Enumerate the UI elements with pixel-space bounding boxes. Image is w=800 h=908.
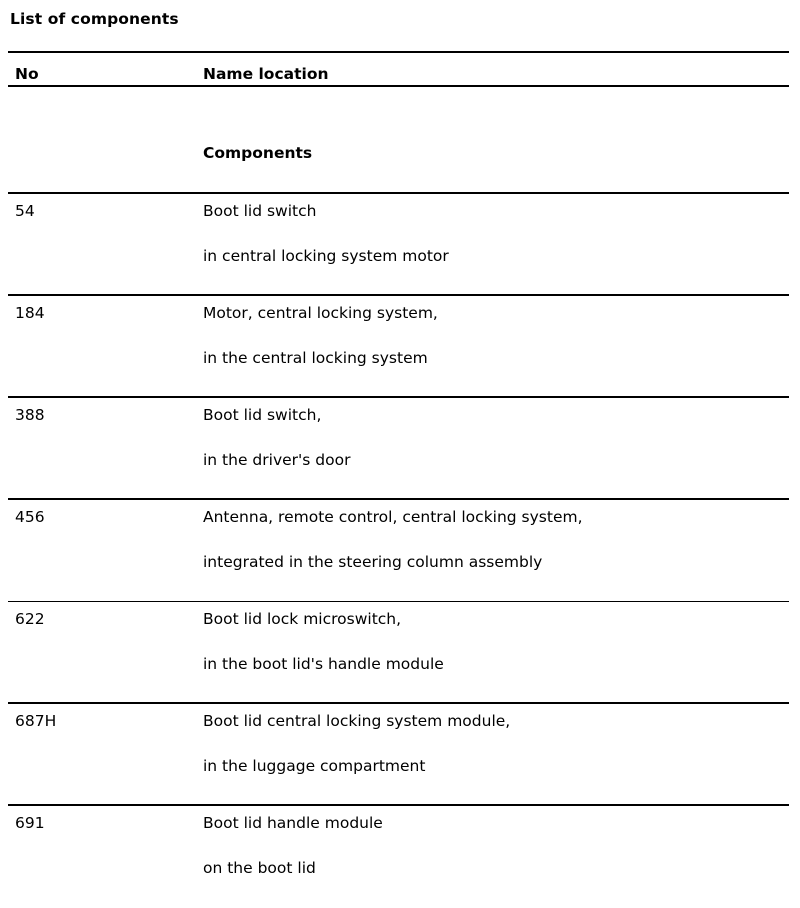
component-location: on the boot lid — [203, 859, 316, 877]
table-row — [8, 398, 789, 500]
table-row — [8, 500, 789, 602]
column-header-name-location: Name location — [203, 65, 329, 83]
page-title: List of components — [10, 10, 179, 28]
component-number: 691 — [15, 814, 45, 832]
components-table — [8, 51, 789, 908]
component-location: in the boot lid's handle module — [203, 655, 444, 673]
component-name: Antenna, remote control, central locking system, — [203, 508, 583, 526]
component-location: in central locking system motor — [203, 247, 449, 265]
component-number: 54 — [15, 202, 35, 220]
component-name: Boot lid handle module — [203, 814, 383, 832]
table-row — [8, 704, 789, 806]
component-name: Boot lid lock microswitch, — [203, 610, 402, 628]
table-header — [8, 51, 789, 87]
table-row — [8, 602, 789, 704]
section-label: Components — [203, 144, 313, 162]
column-header-no: No — [15, 65, 39, 83]
component-location: integrated in the steering column assembly — [203, 553, 543, 571]
component-location: in the luggage compartment — [203, 757, 426, 775]
table-row — [8, 806, 789, 908]
component-name: Motor, central locking system, — [203, 304, 438, 322]
component-number: 184 — [15, 304, 45, 322]
component-name: Boot lid switch — [203, 202, 317, 220]
component-location: in the central locking system — [203, 349, 428, 367]
component-location: in the driver's door — [203, 451, 351, 469]
component-number: 456 — [15, 508, 45, 526]
component-number: 687H — [15, 712, 57, 730]
component-number: 388 — [15, 406, 45, 424]
table-row — [8, 296, 789, 398]
component-name: Boot lid central locking system module, — [203, 712, 511, 730]
section-heading-row — [8, 87, 789, 194]
component-number: 622 — [15, 610, 45, 628]
component-name: Boot lid switch, — [203, 406, 322, 424]
table-row — [8, 194, 789, 296]
